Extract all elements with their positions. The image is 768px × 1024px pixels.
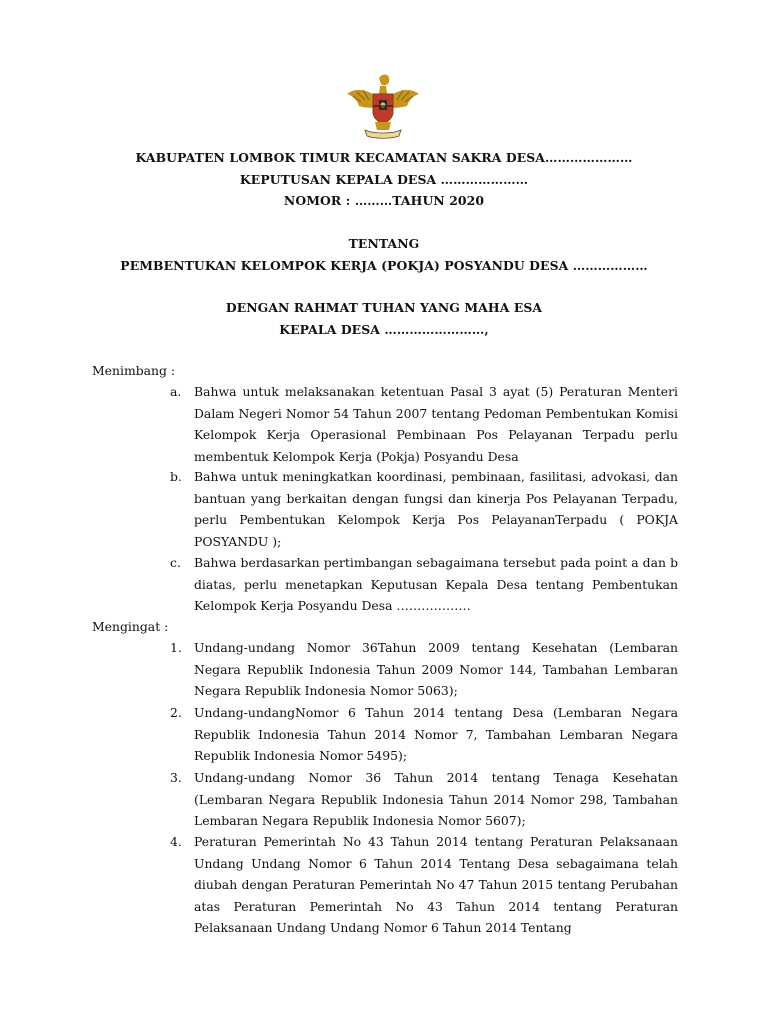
header-regency-line: KABUPATEN LOMBOK TIMUR KECAMATAN SAKRA DESA………………… — [135, 150, 633, 165]
garuda-emblem-icon — [343, 72, 423, 140]
item-text: Peraturan Pemerintah No 43 Tahun 2014 tentang Peraturan Pelaksanaan Undang Undang Nomor 6 Tahun 2014 Tentang Desa sebagaimana telah diubah dengan Peraturan Pemerintah No 47 Tahun 2015 tentang Perubahan atas Peraturan Pemerintah No 43 Tahun 2014 tentang Peraturan Pelaksanaan Undang Undang Nomor 6 Tahun 2014 Tentang — [194, 834, 678, 935]
header-number-line: NOMOR : ………TAHUN 2020 — [283, 193, 485, 208]
item-text: Undang-undang Nomor 36Tahun 2009 tentang Kesehatan (Lembaran Negara Republik Indonesia Tahun 2009 Nomor 144, Tambahan Lembaran Negara Republik Indonesia Nomor 5063); — [194, 640, 678, 698]
header-tentang: TENTANG — [348, 236, 420, 251]
menimbang-item-b — [170, 466, 678, 552]
item-text: Bahwa berdasarkan pertimbangan sebagaimana tersebut pada point a dan b diatas, perlu menetapkan Keputusan Kepala Desa tentang Pembentukan Kelompok Kerja Posyandu Desa ……………… — [194, 555, 678, 613]
item-text: Undang-undangNomor 6 Tahun 2014 tentang Desa (Lembaran Negara Republik Indonesia Tahun 2014 Nomor 7, Tambahan Lembaran Negara Republik Indonesia Nomor 5495); — [194, 705, 678, 763]
mengingat-item-4 — [170, 831, 678, 939]
item-text: Bahwa untuk meningkatkan koordinasi, pembinaan, fasilitasi, advokasi, dan bantuan yang berkaitan dengan fungsi dan kinerja Pos Pelayanan Terpadu, perlu Pembentukan Kelompok Kerja Pos PelayananTerpadu ( POKJA POSYANDU ); — [194, 469, 678, 549]
header-subject: PEMBENTUKAN KELOMPOK KERJA (POKJA) POSYANDU DESA ……………… — [120, 258, 648, 273]
item-text: Bahwa untuk melaksanakan ketentuan Pasal 3 ayat (5) Peraturan Menteri Dalam Negeri Nomor 54 Tahun 2007 tentang Pedoman Pembentukan Komisi Kelompok Kerja Operasional Pembinaan Pos Pelayanan Terpadu perlu membentuk Kelompok Kerja (Pokja) Posyandu Desa — [194, 384, 678, 464]
item-marker: a. — [170, 384, 182, 399]
header-decree-line: KEPUTUSAN KEPALA DESA ………………… — [239, 172, 529, 187]
mengingat-item-2 — [170, 702, 678, 767]
item-marker: 4. — [170, 834, 182, 849]
menimbang-item-a — [170, 381, 678, 467]
menimbang-item-c — [170, 552, 678, 617]
mengingat-label: Mengingat : — [92, 619, 169, 634]
item-text: Undang-undang Nomor 36 Tahun 2014 tentang Tenaga Kesehatan (Lembaran Negara Republik Indonesia Tahun 2014 Nomor 298, Tambahan Lembaran Negara Republik Indonesia Nomor 5607); — [194, 770, 678, 828]
item-marker: 1. — [170, 640, 182, 655]
item-marker: 3. — [170, 770, 182, 785]
mengingat-item-1 — [170, 637, 678, 702]
item-marker: c. — [170, 555, 181, 570]
header-rahmat: DENGAN RAHMAT TUHAN YANG MAHA ESA — [225, 300, 543, 315]
item-marker: b. — [170, 469, 182, 484]
menimbang-label: Menimbang : — [92, 363, 176, 378]
mengingat-item-3 — [170, 767, 678, 832]
header-kepala-desa: KEPALA DESA ……………………, — [279, 322, 489, 337]
item-marker: 2. — [170, 705, 182, 720]
